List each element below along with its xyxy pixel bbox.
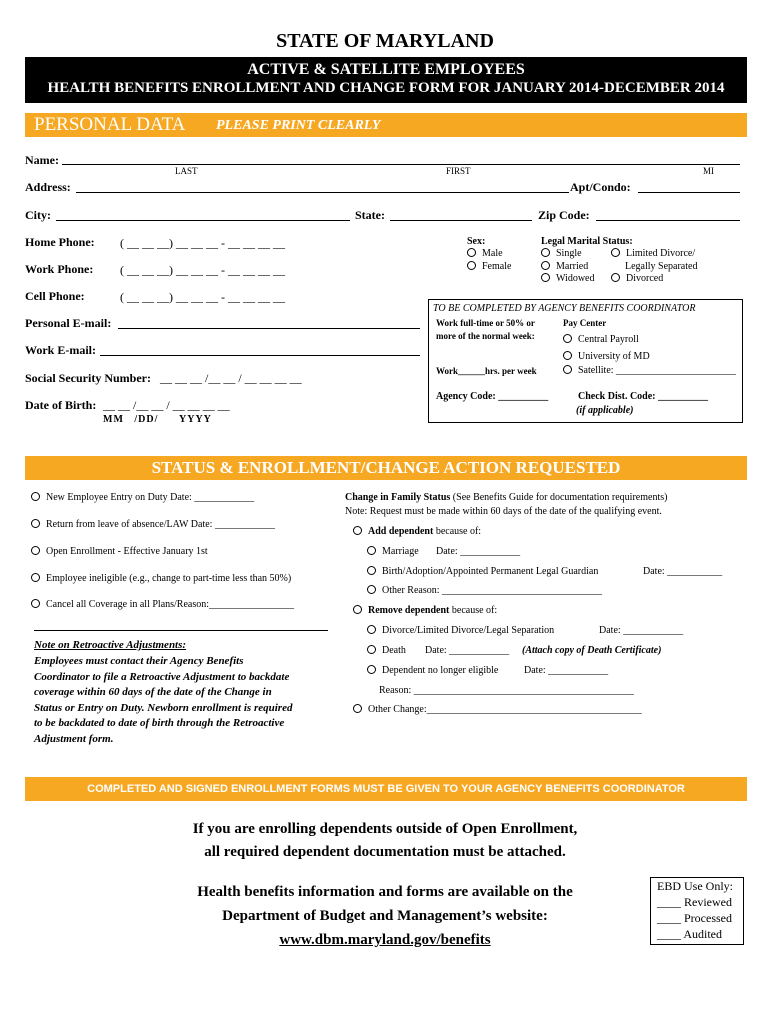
radio-icon (31, 573, 40, 582)
radio-icon (367, 546, 376, 555)
radio-icon (353, 605, 362, 614)
home-phone-label: Home Phone: (25, 235, 95, 249)
cancel-coverage-label: Cancel all Coverage in all Plans/Reason:_________________ (46, 599, 295, 610)
death-certificate-note: (Attach copy of Death Certificate) (522, 645, 662, 656)
check-dist-code-field[interactable]: Check Dist. Code: __________ (578, 391, 708, 402)
agency-code-field[interactable]: Agency Code: __________ (436, 391, 549, 402)
retro-note-line: Coordinator to file a Retroactive Adjustment to backdate (34, 671, 290, 683)
divorce-date-field[interactable]: Date: ____________ (599, 625, 684, 636)
work-email-label: Work E-mail: (25, 343, 96, 357)
ebd-processed: ____ Processed (657, 911, 732, 925)
birth-adoption-label: Birth/Adoption/Appointed Permanent Legal Guardian (382, 566, 599, 577)
pay-center-central-payroll[interactable] (563, 334, 639, 345)
personal-email-field[interactable] (118, 314, 420, 329)
radio-icon (541, 248, 550, 257)
radio-icon (31, 492, 40, 501)
apt-condo-field[interactable] (638, 178, 740, 193)
option-death[interactable] (367, 645, 406, 656)
address-field[interactable] (76, 178, 569, 193)
work-phone-field[interactable]: ( __ __ __) __ __ __ - __ __ __ __ (120, 263, 285, 277)
info-line-2: Department of Budget and Management’s website: (222, 908, 548, 924)
reason-field[interactable]: Reason: ____________________________________________ (379, 685, 634, 696)
dependent-documentation-note: all required dependent documentation must be attached. (204, 844, 566, 860)
radio-icon (353, 526, 362, 535)
ebd-audited: ____ Audited (657, 927, 722, 941)
radio-icon (541, 273, 550, 282)
marriage-date-field[interactable]: Date: ____________ (436, 546, 521, 557)
remove-dependent-label: Remove dependent (368, 605, 450, 616)
radio-icon (367, 665, 376, 674)
radio-icon (611, 273, 620, 282)
city-field[interactable] (56, 206, 350, 221)
central-payroll-label: Central Payroll (578, 334, 639, 345)
apt-condo-label: Apt/Condo: (570, 180, 631, 194)
ebd-use-title: EBD Use Only: (657, 879, 733, 893)
return-from-leave-label: Return from leave of absence/LAW Date: ____________ (46, 519, 275, 530)
radio-icon (353, 704, 362, 713)
marital-option-single[interactable] (541, 248, 582, 259)
cell-phone-field[interactable]: ( __ __ __) __ __ __ - __ __ __ __ (120, 290, 285, 304)
retro-note-title: Note on Retroactive Adjustments: (34, 639, 187, 651)
radio-icon (31, 546, 40, 555)
print-clearly-note: PLEASE PRINT CLEARLY (216, 118, 381, 133)
marital-option-widowed[interactable] (541, 273, 594, 284)
radio-icon (563, 365, 572, 374)
option-return-from-leave[interactable] (31, 519, 275, 530)
birth-date-field[interactable]: Date: ___________ (643, 566, 723, 577)
radio-icon (367, 566, 376, 575)
radio-icon (367, 585, 376, 594)
address-label: Address: (25, 180, 71, 194)
university-label: University of MD (578, 351, 650, 362)
work-email-field[interactable] (100, 341, 420, 356)
option-cancel-coverage[interactable] (31, 599, 294, 610)
name-first-caption: FIRST (446, 166, 471, 176)
option-divorce[interactable] (367, 625, 554, 636)
state-label: State: (355, 208, 385, 222)
agency-box-title: TO BE COMPLETED BY AGENCY BENEFITS COORDINATOR (433, 303, 696, 314)
radio-icon (611, 248, 620, 257)
retro-note-line: coverage within 60 days of the date of the Change in (34, 686, 272, 698)
other-reason-label: Other Reason: ________________________________ (382, 585, 602, 596)
more-normal-week-label: more of the normal week: (436, 331, 535, 341)
home-phone-field[interactable]: ( __ __ __) __ __ __ - __ __ __ __ (120, 236, 285, 250)
personal-email-label: Personal E-mail: (25, 316, 112, 330)
radio-icon (367, 645, 376, 654)
add-because-of: because of: (433, 526, 482, 537)
employee-ineligible-label: Employee ineligible (e.g., change to part-time less than 50%) (46, 573, 292, 584)
header-subtitle-2: HEALTH BENEFITS ENROLLMENT AND CHANGE FORM FOR JANUARY 2014-DECEMBER 2014 (47, 80, 725, 96)
marital-divorced-label: Divorced (626, 273, 664, 284)
dob-field[interactable]: __ __ /__ __ / __ __ __ __ (103, 398, 230, 412)
marital-status-label: Legal Marital Status: (541, 236, 633, 247)
retro-note-line: Employees must contact their Agency Benefits (34, 655, 244, 667)
marital-married-label: Married (556, 261, 589, 272)
completed-forms-banner-text: COMPLETED AND SIGNED ENROLLMENT FORMS MUST BE GIVEN TO YOUR AGENCY BENEFITS COORDINATOR (87, 783, 685, 795)
death-date-field[interactable]: Date: ____________ (425, 645, 510, 656)
sex-female-label: Female (482, 261, 512, 272)
dob-format-caption: MM /DD/ YYYY (103, 414, 212, 425)
name-last-caption: LAST (175, 166, 198, 176)
marital-widowed-label: Widowed (556, 273, 595, 284)
work-phone-label: Work Phone: (25, 262, 94, 276)
marital-option-divorced[interactable] (611, 273, 663, 284)
radio-icon (563, 351, 572, 360)
name-label: Name: (25, 153, 59, 167)
new-employee-label: New Employee Entry on Duty Date: ____________ (46, 492, 255, 503)
city-label: City: (25, 208, 51, 222)
benefits-website-link[interactable]: www.dbm.maryland.gov/benefits (279, 932, 491, 948)
option-birth-adoption[interactable] (367, 566, 598, 577)
option-no-longer-eligible[interactable] (367, 665, 498, 676)
option-new-employee[interactable] (31, 492, 254, 503)
work-hours-field[interactable]: Work______hrs. per week (436, 366, 537, 376)
radio-icon (31, 599, 40, 608)
family-status-note: Note: Request must be made within 60 days of the date of the qualifying event. (345, 506, 662, 517)
radio-icon (467, 248, 476, 257)
zip-label: Zip Code: (538, 208, 590, 222)
radio-icon (541, 261, 550, 270)
marital-limited-divorce-label: Limited Divorce/ (626, 248, 696, 259)
marital-option-limited-divorce[interactable] (611, 248, 695, 259)
dob-label: Date of Birth: (25, 398, 97, 412)
state-field[interactable] (390, 206, 532, 221)
status-heading: STATUS & ENROLLMENT/CHANGE ACTION REQUESTED (151, 458, 621, 477)
option-other-change[interactable] (353, 704, 642, 715)
option-remove-dependent[interactable] (353, 605, 497, 616)
sex-option-female[interactable] (467, 261, 511, 272)
other-change-label: Other Change:___________________________________________ (368, 704, 642, 715)
pay-center-university[interactable] (563, 351, 650, 362)
pay-center-satellite[interactable] (563, 365, 736, 376)
option-employee-ineligible[interactable] (31, 573, 291, 584)
no-longer-eligible-label: Dependent no longer eligible (382, 665, 499, 676)
satellite-label: Satellite: ________________________ (578, 365, 737, 376)
sex-option-male[interactable] (467, 248, 503, 259)
death-label: Death (382, 645, 406, 656)
retro-note-line: Status or Entry on Duty. Newborn enrollment is required (34, 702, 293, 714)
info-line-1: Health benefits information and forms are available on the (197, 884, 573, 900)
retro-note-line: to be backdated to date of birth through the Retroactive (34, 717, 285, 729)
family-status-title: Change in Family Status (345, 492, 451, 503)
ssn-label: Social Security Number: (25, 371, 151, 385)
retro-note-line: Adjustment form. (34, 733, 114, 745)
pay-center-label: Pay Center (563, 318, 607, 328)
zip-field[interactable] (596, 206, 740, 221)
marital-single-label: Single (556, 248, 582, 259)
divorce-label: Divorce/Limited Divorce/Legal Separation (382, 625, 555, 636)
family-status-suffix: (See Benefits Guide for documentation requirements) (450, 492, 668, 503)
marriage-label: Marriage (382, 546, 419, 557)
option-open-enrollment[interactable] (31, 546, 208, 557)
sex-label: Sex: (467, 236, 486, 247)
family-status-header (345, 492, 667, 503)
no-longer-eligible-date-field[interactable]: Date: ____________ (524, 665, 609, 676)
option-add-dependent[interactable] (353, 526, 481, 537)
name-mi-caption: MI (703, 166, 714, 176)
ebd-reviewed: ____ Reviewed (657, 895, 732, 909)
personal-data-heading: PERSONAL DATA (34, 114, 186, 135)
work-fulltime-label: Work full-time or 50% or (436, 318, 535, 328)
add-dependent-label: Add dependent (368, 526, 434, 537)
marital-legally-separated-label: Legally Separated (625, 261, 698, 272)
if-applicable-note: (if applicable) (576, 405, 634, 416)
open-enrollment-label: Open Enrollment - Effective January 1st (46, 546, 208, 557)
radio-icon (563, 334, 572, 343)
header-subtitle-1: ACTIVE & SATELLITE EMPLOYEES (247, 61, 525, 78)
enrolling-outside-open-note: If you are enrolling dependents outside of Open Enrollment, (192, 821, 578, 837)
cancel-reason-line[interactable] (34, 620, 328, 631)
remove-because-of: because of: (449, 605, 498, 616)
cell-phone-label: Cell Phone: (25, 289, 85, 303)
sex-male-label: Male (482, 248, 503, 259)
name-field[interactable] (62, 150, 740, 165)
radio-icon (367, 625, 376, 634)
option-other-reason[interactable] (367, 585, 602, 596)
ssn-field[interactable]: __ __ __ /__ __ / __ __ __ __ (160, 371, 302, 385)
radio-icon (31, 519, 40, 528)
radio-icon (467, 261, 476, 270)
option-marriage[interactable] (367, 546, 419, 557)
form-title: STATE OF MARYLAND (276, 30, 494, 52)
marital-option-married[interactable] (541, 261, 588, 272)
